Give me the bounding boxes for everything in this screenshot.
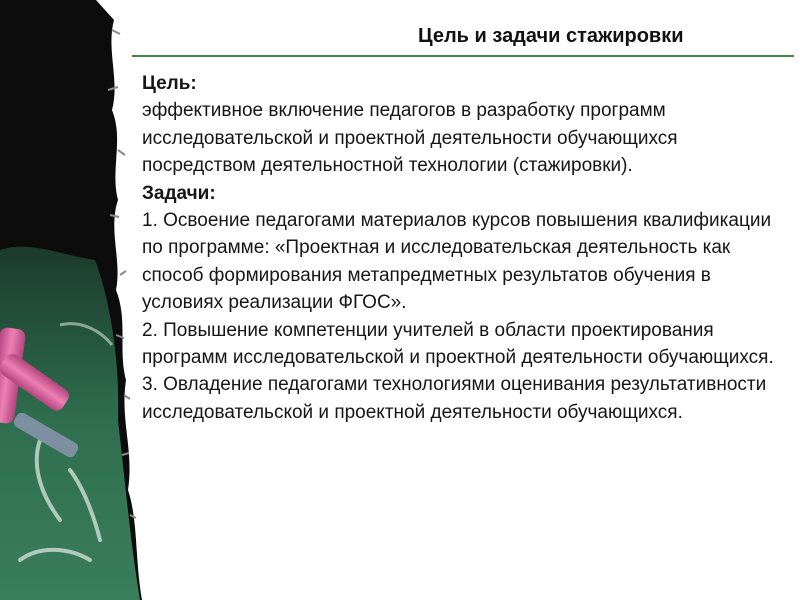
task-item-3: 3. Овладение педагогами технологиями оценивания результативности исследовательской и проектной деятельности обучающихся. xyxy=(142,374,767,423)
goal-text: эффективное включение педагогов в разработку программ исследовательской и проектной деятельности обучающихся посредством деятельностной технологии (стажировки). xyxy=(142,100,678,177)
tasks-label: Задачи: xyxy=(142,182,216,204)
chalkboard-image xyxy=(0,0,150,600)
task-item-2: 2. Повышение компетенции учителей в области проектирования программ исследовательской и проектной деятельности обучающихся. xyxy=(142,319,774,369)
slide-title: Цель и задачи стажировки xyxy=(418,25,684,47)
title-divider xyxy=(132,55,794,57)
goal-label: Цель: xyxy=(142,73,197,94)
slide-content xyxy=(142,70,792,426)
task-item-1: 1. Освоение педагогами материалов курсов повышения квалификации по программе: «Проектная и исследовательская деятельность как способ формирования метапредметных результатов обучения в условиях реализации ФГОС». xyxy=(142,210,772,314)
